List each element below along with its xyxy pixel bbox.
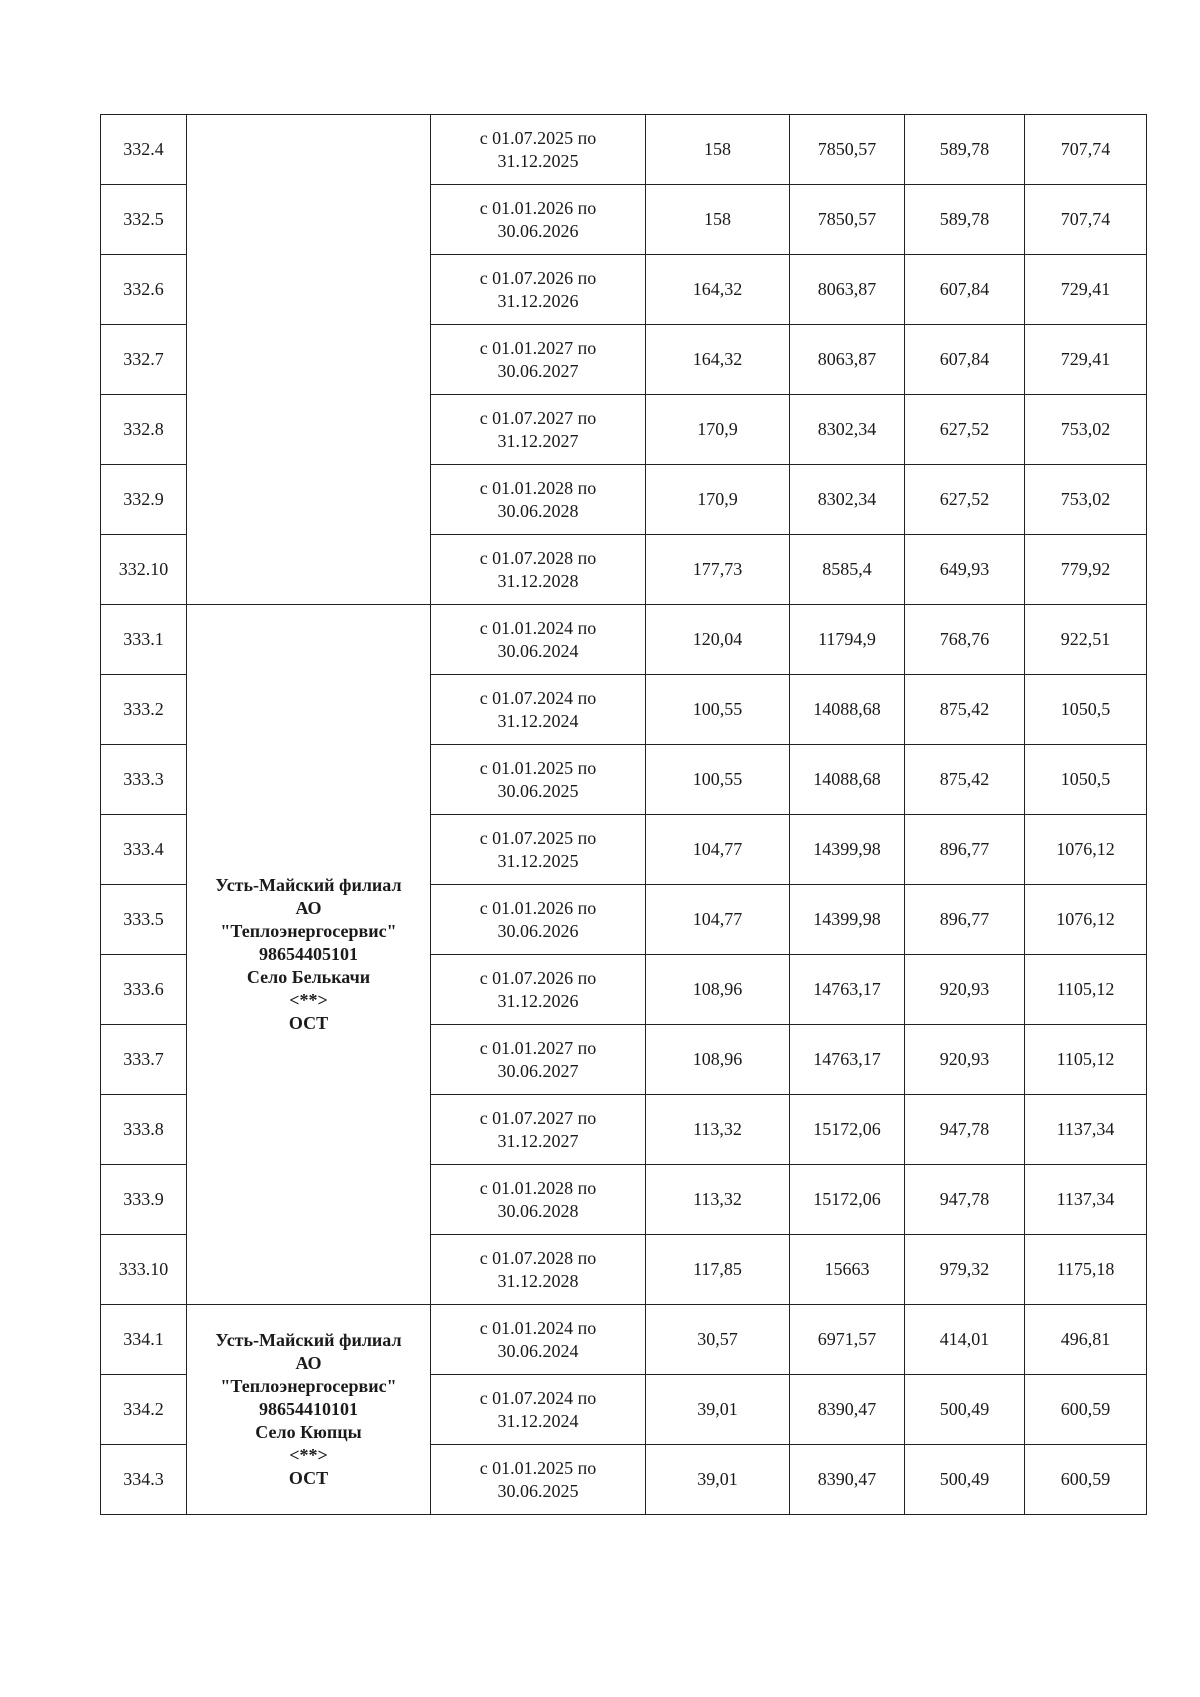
value-col-3: 896,77	[905, 885, 1025, 955]
value-col-2: 14763,17	[790, 955, 905, 1025]
period-line: 30.06.2026	[497, 220, 579, 241]
value-col-1: 108,96	[646, 1025, 790, 1095]
value-col-4: 1050,5	[1025, 745, 1147, 815]
period-cell	[431, 745, 646, 815]
period-line: 30.06.2024	[497, 1340, 579, 1361]
row-number: 333.8	[101, 1095, 187, 1165]
period-line: 30.06.2025	[497, 1480, 579, 1501]
row-number: 332.9	[101, 465, 187, 535]
value-col-1: 100,55	[646, 745, 790, 815]
period-line: с 01.01.2025 по	[479, 1457, 597, 1478]
period-cell	[431, 465, 646, 535]
value-col-3: 500,49	[905, 1375, 1025, 1445]
value-col-3: 627,52	[905, 465, 1025, 535]
value-col-4: 1137,34	[1025, 1165, 1147, 1235]
organization-line: ОСТ	[288, 1013, 329, 1033]
period-line: с 01.01.2027 по	[479, 1037, 597, 1058]
period-cell	[431, 255, 646, 325]
period-line: 31.12.2026	[497, 990, 579, 1011]
value-col-4: 1076,12	[1025, 815, 1147, 885]
value-col-4: 1175,18	[1025, 1235, 1147, 1305]
value-col-3: 947,78	[905, 1095, 1025, 1165]
value-col-2: 6971,57	[790, 1305, 905, 1375]
period-line: с 01.01.2024 по	[479, 617, 597, 638]
period-cell	[431, 815, 646, 885]
value-col-4: 753,02	[1025, 465, 1147, 535]
organization-line: Усть-Майский филиал	[215, 875, 402, 895]
value-col-2: 14763,17	[790, 1025, 905, 1095]
period-cell	[431, 115, 646, 185]
period-line: с 01.01.2026 по	[479, 897, 597, 918]
organization-line: Усть-Майский филиал	[215, 1330, 402, 1350]
value-col-4: 600,59	[1025, 1445, 1147, 1515]
value-col-4: 922,51	[1025, 605, 1147, 675]
period-line: с 01.01.2027 по	[479, 337, 597, 358]
row-number: 333.10	[101, 1235, 187, 1305]
row-number: 332.4	[101, 115, 187, 185]
value-col-3: 500,49	[905, 1445, 1025, 1515]
row-number: 332.7	[101, 325, 187, 395]
value-col-2: 14399,98	[790, 815, 905, 885]
period-line: 30.06.2025	[497, 780, 579, 801]
period-line: с 01.07.2027 по	[479, 407, 597, 428]
value-col-1: 104,77	[646, 885, 790, 955]
value-col-1: 117,85	[646, 1235, 790, 1305]
value-col-1: 120,04	[646, 605, 790, 675]
period-line: с 01.07.2028 по	[479, 547, 597, 568]
period-line: с 01.01.2028 по	[479, 1177, 597, 1198]
period-line: 30.06.2024	[497, 640, 579, 661]
value-col-2: 8302,34	[790, 395, 905, 465]
period-cell	[431, 185, 646, 255]
row-number: 333.3	[101, 745, 187, 815]
value-col-3: 875,42	[905, 675, 1025, 745]
value-col-1: 113,32	[646, 1165, 790, 1235]
value-col-2: 8585,4	[790, 535, 905, 605]
value-col-3: 896,77	[905, 815, 1025, 885]
organization-line: 98654405101	[259, 944, 358, 964]
period-line: с 01.01.2024 по	[479, 1317, 597, 1338]
row-number: 333.9	[101, 1165, 187, 1235]
period-line: 31.12.2024	[497, 710, 579, 731]
organization-cell	[187, 115, 431, 605]
value-col-3: 979,32	[905, 1235, 1025, 1305]
value-col-1: 158	[646, 115, 790, 185]
period-line: 30.06.2028	[497, 1200, 579, 1221]
value-col-2: 8302,34	[790, 465, 905, 535]
value-col-2: 8063,87	[790, 325, 905, 395]
period-cell	[431, 1025, 646, 1095]
organization-line: Село Кюпцы	[255, 1422, 362, 1442]
value-col-1: 177,73	[646, 535, 790, 605]
value-col-3: 589,78	[905, 185, 1025, 255]
table-row	[101, 605, 1147, 675]
period-cell	[431, 325, 646, 395]
table-body	[101, 115, 1147, 1515]
organization-line: 98654410101	[259, 1399, 358, 1419]
row-number: 334.3	[101, 1445, 187, 1515]
organization-cell	[187, 605, 431, 1305]
period-line: 30.06.2028	[497, 500, 579, 521]
value-col-3: 947,78	[905, 1165, 1025, 1235]
row-number: 334.1	[101, 1305, 187, 1375]
value-col-1: 108,96	[646, 955, 790, 1025]
value-col-1: 104,77	[646, 815, 790, 885]
organization-line: "Теплоэнергосервис"	[220, 1376, 397, 1396]
value-col-3: 920,93	[905, 955, 1025, 1025]
value-col-4: 707,74	[1025, 115, 1147, 185]
period-cell	[431, 1305, 646, 1375]
value-col-3: 627,52	[905, 395, 1025, 465]
period-line: с 01.07.2024 по	[479, 687, 597, 708]
value-col-3: 768,76	[905, 605, 1025, 675]
row-number: 333.2	[101, 675, 187, 745]
value-col-3: 607,84	[905, 255, 1025, 325]
value-col-4: 600,59	[1025, 1375, 1147, 1445]
value-col-2: 7850,57	[790, 115, 905, 185]
value-col-2: 14088,68	[790, 675, 905, 745]
period-cell	[431, 675, 646, 745]
organization-line: АО	[295, 898, 322, 918]
value-col-3: 649,93	[905, 535, 1025, 605]
value-col-4: 729,41	[1025, 255, 1147, 325]
period-line: 30.06.2026	[497, 920, 579, 941]
value-col-4: 1137,34	[1025, 1095, 1147, 1165]
value-col-2: 14399,98	[790, 885, 905, 955]
period-line: 30.06.2027	[497, 1060, 579, 1081]
period-line: 31.12.2028	[497, 1270, 579, 1291]
table-row	[101, 1305, 1147, 1375]
period-line: 31.12.2024	[497, 1410, 579, 1431]
value-col-4: 753,02	[1025, 395, 1147, 465]
period-cell	[431, 535, 646, 605]
table-row	[101, 115, 1147, 185]
row-number: 332.10	[101, 535, 187, 605]
value-col-4: 1050,5	[1025, 675, 1147, 745]
value-col-4: 496,81	[1025, 1305, 1147, 1375]
period-line: с 01.01.2025 по	[479, 757, 597, 778]
period-line: с 01.07.2027 по	[479, 1107, 597, 1128]
value-col-1: 158	[646, 185, 790, 255]
period-cell	[431, 395, 646, 465]
value-col-1: 170,9	[646, 395, 790, 465]
value-col-3: 875,42	[905, 745, 1025, 815]
organization-line: "Теплоэнергосервис"	[220, 921, 397, 941]
row-number: 332.8	[101, 395, 187, 465]
period-line: с 01.01.2026 по	[479, 197, 597, 218]
value-col-2: 14088,68	[790, 745, 905, 815]
period-line: с 01.07.2025 по	[479, 127, 597, 148]
row-number: 333.1	[101, 605, 187, 675]
period-cell	[431, 1235, 646, 1305]
organization-line: ОСТ	[288, 1468, 329, 1488]
value-col-4: 779,92	[1025, 535, 1147, 605]
value-col-4: 1076,12	[1025, 885, 1147, 955]
period-line: с 01.07.2025 по	[479, 827, 597, 848]
organization-line: Село Белькачи	[246, 967, 371, 987]
period-line: 31.12.2027	[497, 1130, 579, 1151]
period-line: 31.12.2028	[497, 570, 579, 591]
period-cell	[431, 605, 646, 675]
value-col-1: 30,57	[646, 1305, 790, 1375]
period-line: 31.12.2025	[497, 850, 579, 871]
row-number: 333.6	[101, 955, 187, 1025]
period-cell	[431, 1095, 646, 1165]
value-col-3: 589,78	[905, 115, 1025, 185]
organization-line: АО	[295, 1353, 322, 1373]
period-line: 31.12.2025	[497, 150, 579, 171]
value-col-1: 164,32	[646, 325, 790, 395]
value-col-1: 100,55	[646, 675, 790, 745]
value-col-3: 414,01	[905, 1305, 1025, 1375]
organization-line: <**>	[289, 990, 328, 1010]
period-cell	[431, 885, 646, 955]
value-col-1: 39,01	[646, 1445, 790, 1515]
period-cell	[431, 955, 646, 1025]
value-col-1: 170,9	[646, 465, 790, 535]
row-number: 332.5	[101, 185, 187, 255]
row-number: 334.2	[101, 1375, 187, 1445]
period-cell	[431, 1165, 646, 1235]
value-col-1: 164,32	[646, 255, 790, 325]
row-number: 332.6	[101, 255, 187, 325]
period-line: 31.12.2026	[497, 290, 579, 311]
period-line: с 01.07.2028 по	[479, 1247, 597, 1268]
value-col-4: 707,74	[1025, 185, 1147, 255]
period-cell	[431, 1445, 646, 1515]
organization-cell	[187, 1305, 431, 1515]
period-line: 30.06.2027	[497, 360, 579, 381]
period-line: с 01.07.2026 по	[479, 967, 597, 988]
row-number: 333.7	[101, 1025, 187, 1095]
tariff-table	[100, 114, 1147, 1515]
value-col-3: 607,84	[905, 325, 1025, 395]
value-col-2: 15172,06	[790, 1165, 905, 1235]
value-col-1: 39,01	[646, 1375, 790, 1445]
value-col-4: 1105,12	[1025, 1025, 1147, 1095]
row-number: 333.5	[101, 885, 187, 955]
value-col-2: 7850,57	[790, 185, 905, 255]
value-col-3: 920,93	[905, 1025, 1025, 1095]
value-col-2: 8063,87	[790, 255, 905, 325]
value-col-2: 8390,47	[790, 1445, 905, 1515]
value-col-2: 8390,47	[790, 1375, 905, 1445]
value-col-1: 113,32	[646, 1095, 790, 1165]
period-line: с 01.07.2026 по	[479, 267, 597, 288]
value-col-4: 1105,12	[1025, 955, 1147, 1025]
value-col-2: 15663	[790, 1235, 905, 1305]
value-col-2: 15172,06	[790, 1095, 905, 1165]
period-line: с 01.01.2028 по	[479, 477, 597, 498]
period-line: с 01.07.2024 по	[479, 1387, 597, 1408]
period-line: 31.12.2027	[497, 430, 579, 451]
organization-line: <**>	[289, 1445, 328, 1465]
row-number: 333.4	[101, 815, 187, 885]
period-cell	[431, 1375, 646, 1445]
value-col-4: 729,41	[1025, 325, 1147, 395]
value-col-2: 11794,9	[790, 605, 905, 675]
